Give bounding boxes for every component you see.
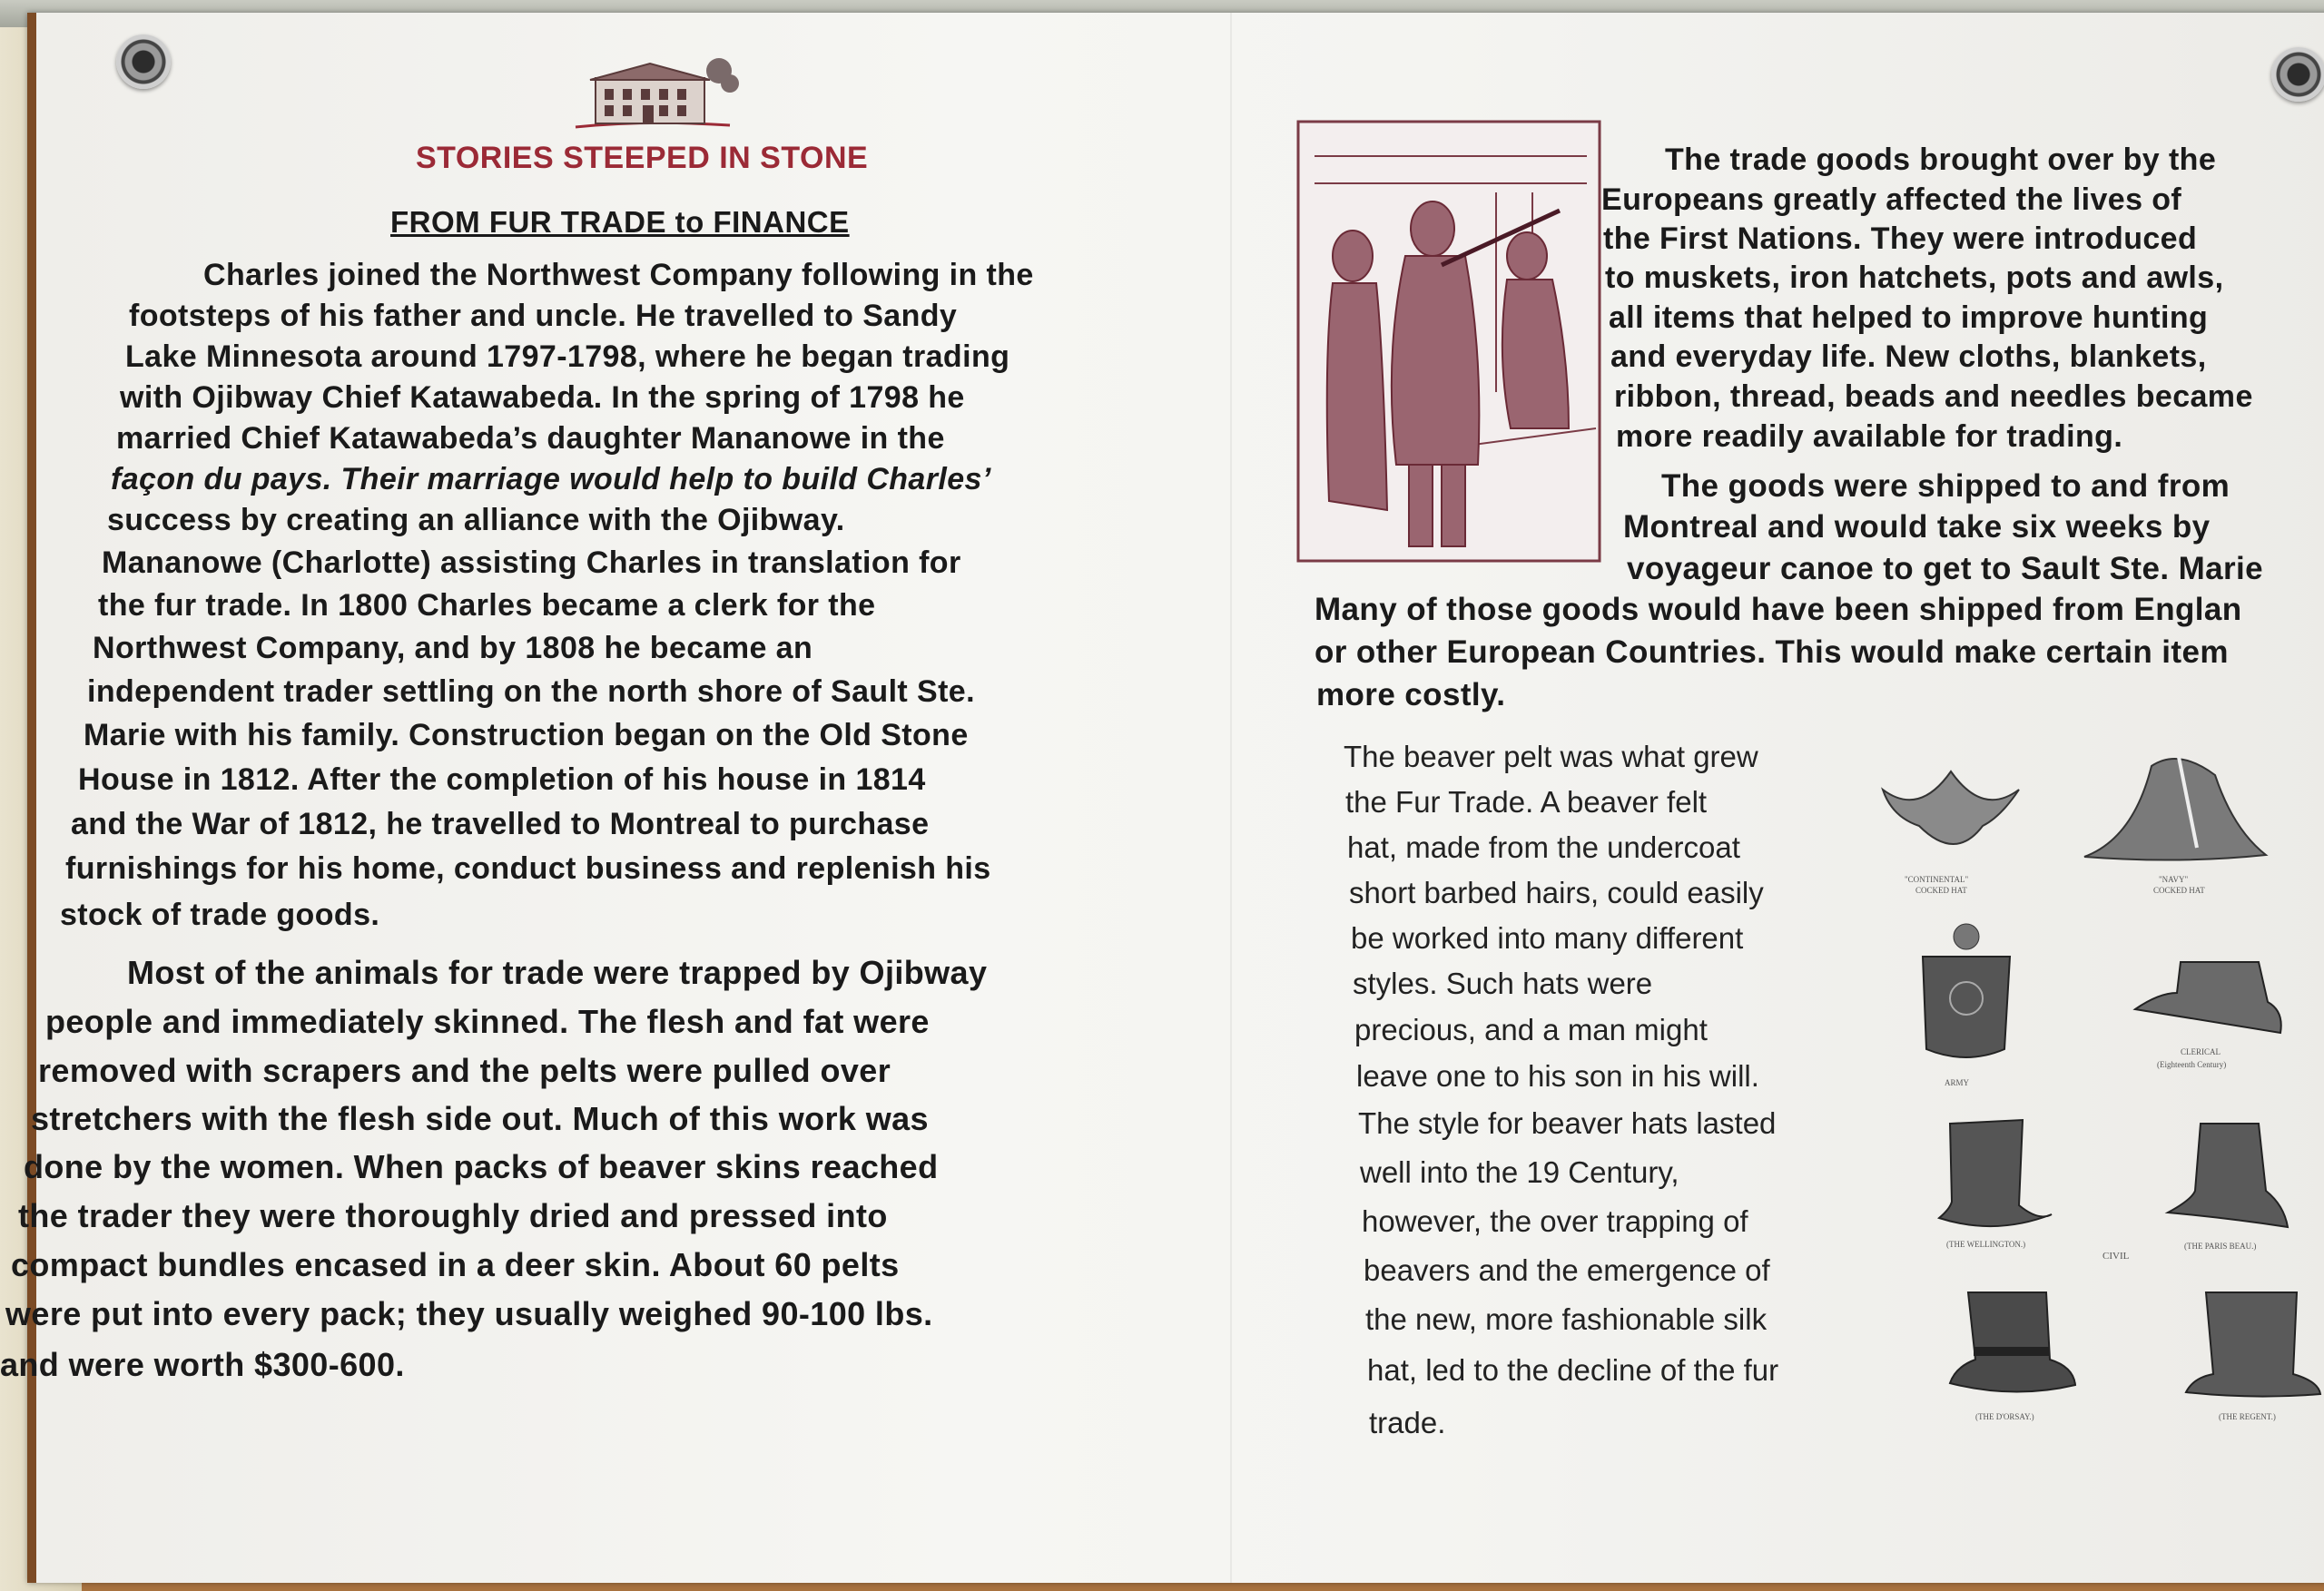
text-line: were put into every pack; they usually weighed 90-100 lbs. bbox=[5, 1295, 933, 1332]
text-line: House in 1812. After the completion of his house in 1814 bbox=[78, 762, 926, 797]
text-line: to muskets, iron hatchets, pots and awls, bbox=[1605, 260, 2224, 295]
dorsay-hat-image bbox=[1946, 1287, 2079, 1396]
text-line: footsteps of his father and uncle. He travelled to Sandy bbox=[129, 299, 958, 333]
wellington-hat-image bbox=[1932, 1115, 2057, 1233]
hat-caption: "CONTINENTAL" bbox=[1905, 875, 1969, 884]
text-line: with Ojibway Chief Katawabeda. In the spring of 1798 he bbox=[120, 380, 965, 415]
text-line: Montreal and would take six weeks by bbox=[1623, 509, 2211, 545]
hat-caption: (THE REGENT.) bbox=[2219, 1412, 2276, 1421]
hat-caption: (THE WELLINGTON.) bbox=[1946, 1240, 2026, 1249]
text-line: done by the women. When packs of beaver skins reached bbox=[24, 1148, 939, 1185]
continental-hat-image bbox=[1874, 762, 2028, 862]
text-line: Europeans greatly affected the lives of bbox=[1601, 182, 2182, 217]
hat-caption: (THE PARIS BEAU.) bbox=[2184, 1242, 2257, 1251]
text-line: hat, led to the decline of the fur bbox=[1367, 1353, 1779, 1387]
text-line: more costly. bbox=[1316, 677, 1506, 712]
text-line: be worked into many different bbox=[1351, 921, 1744, 955]
text-line: Many of those goods would have been shipped from Englan bbox=[1315, 592, 2242, 627]
text-line: precious, and a man might bbox=[1354, 1013, 1708, 1046]
text-line: stock of trade goods. bbox=[60, 898, 380, 932]
page-subtitle: FROM FUR TRADE to FINANCE bbox=[390, 205, 850, 239]
grommet-top-right bbox=[2271, 47, 2324, 102]
text-line: The trade goods brought over by the bbox=[1665, 142, 2217, 177]
hat-caption: ARMY bbox=[1945, 1078, 1970, 1087]
text-line: however, the over trapping of bbox=[1362, 1204, 1748, 1238]
regent-hat-image bbox=[2182, 1287, 2324, 1399]
grommet-top-left bbox=[116, 34, 171, 89]
text-line: voyageur canoe to get to Sault Ste. Marie bbox=[1627, 551, 2264, 586]
text-line: Most of the animals for trade were trapped by Ojibway bbox=[127, 954, 988, 991]
text-line: the First Nations. They were introduced bbox=[1603, 221, 2198, 256]
text-line: more readily available for trading. bbox=[1616, 419, 2123, 454]
hat-caption: CLERICAL bbox=[2181, 1047, 2221, 1056]
hat-caption: CIVIL bbox=[2102, 1251, 2130, 1262]
text-line: The style for beaver hats lasted bbox=[1358, 1106, 1777, 1140]
page-title: STORIES STEEPED IN STONE bbox=[416, 141, 869, 175]
text-line: removed with scrapers and the pelts were pulled over bbox=[38, 1052, 891, 1089]
text-line: and everyday life. New cloths, blankets, bbox=[1610, 339, 2207, 374]
text-line: or other European Countries. This would make certain item bbox=[1315, 634, 2229, 670]
text-line: married Chief Katawabeda’s daughter Mananowe in the bbox=[116, 421, 945, 456]
hat-caption: COCKED HAT bbox=[1915, 886, 1967, 895]
text-line: beavers and the emergence of bbox=[1364, 1253, 1770, 1287]
text-line: furnishings for his home, conduct business and replenish his bbox=[65, 851, 991, 886]
text-line: façon du pays. Their marriage would help to build Charles’ bbox=[111, 462, 991, 496]
hat-caption: COCKED HAT bbox=[2153, 886, 2205, 895]
paris-beau-hat-image bbox=[2164, 1118, 2291, 1236]
text-line: the Fur Trade. A beaver felt bbox=[1345, 785, 1708, 819]
text-line: the trader they were thoroughly dried and pressed into bbox=[18, 1197, 888, 1234]
hat-caption: (THE D'ORSAY.) bbox=[1975, 1412, 2034, 1421]
text-line: Lake Minnesota around 1797-1798, where he began trading bbox=[125, 339, 1010, 374]
hat-caption: "NAVY" bbox=[2159, 875, 2189, 884]
text-line: stretchers with the flesh side out. Much of this work was bbox=[31, 1100, 929, 1137]
navy-hat-image bbox=[2079, 748, 2271, 866]
stone-house-logo bbox=[557, 47, 748, 134]
text-line: independent trader settling on the north shore of Sault Ste. bbox=[87, 674, 975, 709]
text-line: people and immediately skinned. The flesh and fat were bbox=[45, 1003, 930, 1040]
text-line: all items that helped to improve hunting bbox=[1609, 300, 2209, 335]
fur-trader-illustration bbox=[1296, 120, 1601, 563]
text-line: leave one to his son in his will. bbox=[1356, 1059, 1759, 1093]
text-line: compact bundles encased in a deer skin. About 60 pelts bbox=[11, 1246, 900, 1283]
text-line: success by creating an alliance with the Ojibway. bbox=[107, 503, 845, 537]
text-line: hat, made from the undercoat bbox=[1347, 830, 1740, 864]
army-hat-image bbox=[1910, 922, 2023, 1067]
hat-caption: (Eighteenth Century) bbox=[2157, 1060, 2227, 1069]
text-line: Charles joined the Northwest Company following in the bbox=[203, 258, 1034, 292]
text-line: The goods were shipped to and from bbox=[1661, 468, 2230, 504]
text-line: styles. Such hats were bbox=[1353, 967, 1653, 1000]
text-line: Mananowe (Charlotte) assisting Charles in translation for bbox=[102, 545, 961, 580]
text-line: ribbon, thread, beads and needles became bbox=[1614, 379, 2253, 414]
text-line: well into the 19 Century, bbox=[1360, 1155, 1679, 1189]
text-line: and the War of 1812, he travelled to Montreal to purchase bbox=[71, 807, 930, 841]
text-line: The beaver pelt was what grew bbox=[1344, 740, 1758, 773]
text-line: Marie with his family. Construction began on the Old Stone bbox=[84, 718, 969, 752]
text-line: and were worth $300-600. bbox=[0, 1346, 405, 1383]
text-line: the new, more fashionable silk bbox=[1365, 1302, 1768, 1336]
text-line: Northwest Company, and by 1808 he became an bbox=[93, 631, 813, 665]
text-line: the fur trade. In 1800 Charles became a clerk for the bbox=[98, 588, 876, 623]
text-line: trade. bbox=[1369, 1406, 1446, 1439]
text-line: short barbed hairs, could easily bbox=[1349, 876, 1764, 909]
clerical-hat-image bbox=[2132, 957, 2286, 1038]
sheet-seam bbox=[1230, 13, 1232, 1583]
